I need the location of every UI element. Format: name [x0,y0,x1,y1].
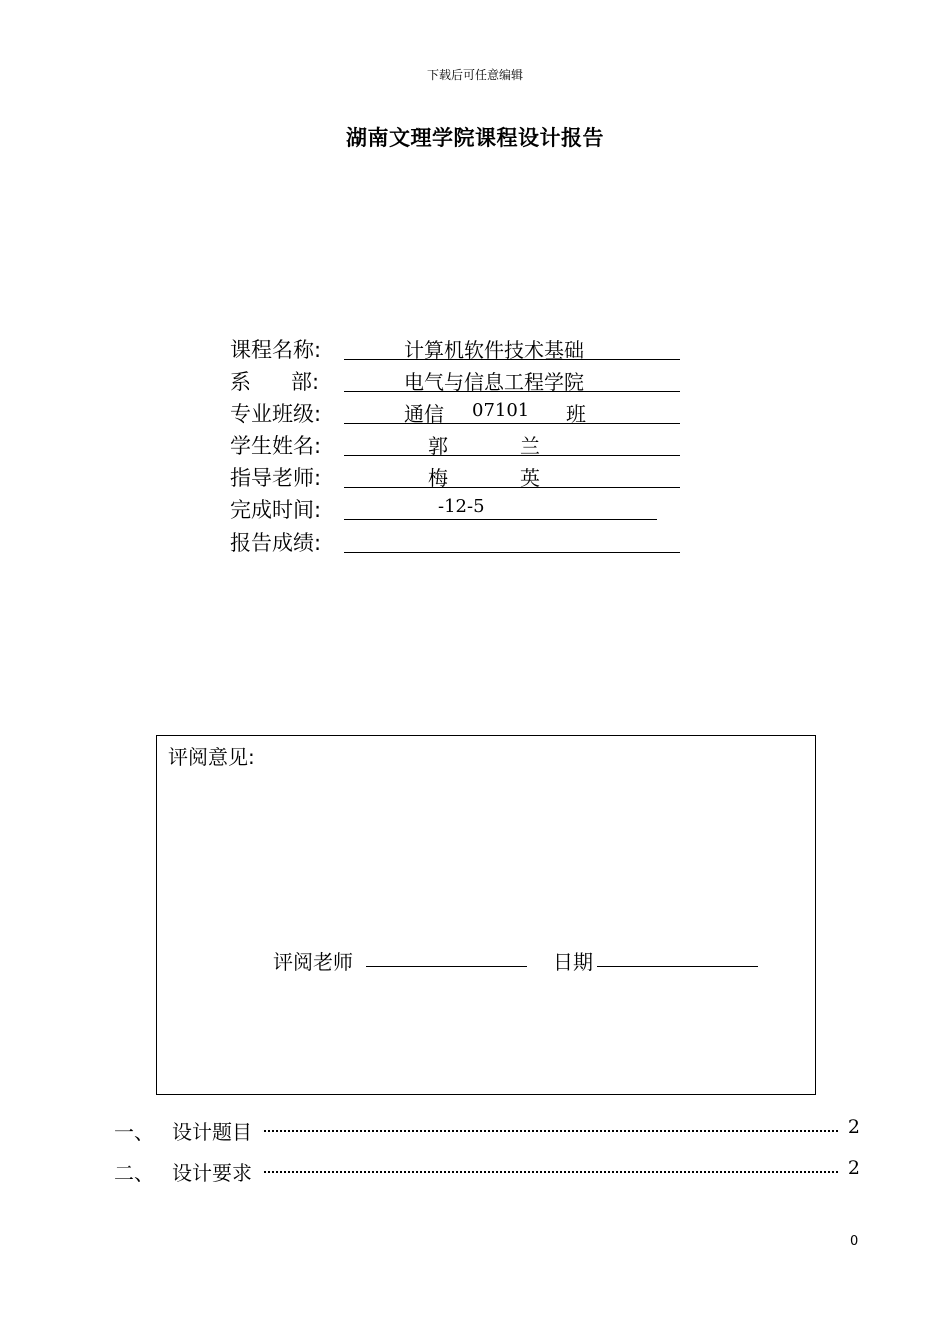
info-row-advisor [230,462,690,492]
student-underline [344,455,680,456]
info-row-date [230,494,690,524]
reviewer-sign-line [366,966,527,967]
major-value-a: 通信 [404,402,444,426]
info-row-grade [230,527,690,557]
info-row-student [230,430,690,460]
toc-page-number: 2 [847,1116,860,1138]
toc-number: 二、 [114,1161,154,1185]
major-label: 专业班级: [230,402,322,426]
advisor-label: 指导老师: [230,466,322,490]
grade-label: 报告成绩: [230,531,322,555]
date-value: -12-5 [438,496,485,517]
review-heading: 评阅意见: [168,745,255,769]
course-label: 课程名称: [230,338,322,362]
department-underline [344,391,680,392]
grade-underline [344,552,680,553]
info-row-course [230,334,690,364]
course-value: 计算机软件技术基础 [404,338,584,362]
student-label: 学生姓名: [230,434,322,458]
major-underline [344,423,680,424]
page-number: 0 [850,1234,859,1249]
course-underline [344,359,680,360]
header-note: 下载后可任意编辑 [426,68,523,82]
student-value-b: 兰 [520,434,540,458]
department-value: 电气与信息工程学院 [404,370,584,394]
info-row-department [230,366,690,396]
major-value-c: 班 [566,402,586,426]
department-label: 系 部: [230,370,320,394]
date-label: 完成时间: [230,498,322,522]
toc-number: 一、 [114,1120,154,1144]
toc-entry[interactable] [114,1116,860,1144]
major-value-b: 07101 [472,400,530,421]
toc-title: 设计题目 [172,1120,252,1144]
student-value-a: 郭 [428,434,448,458]
advisor-underline [344,487,680,488]
advisor-value-b: 英 [520,466,540,490]
review-box [156,735,816,1095]
toc-page-number: 2 [847,1157,860,1179]
toc-entry[interactable] [114,1157,860,1185]
toc-leader-dots [264,1130,838,1132]
reviewer-label: 评阅老师 [273,950,353,974]
page-title: 湖南文理学院课程设计报告 [346,126,604,150]
advisor-value-a: 梅 [428,466,448,490]
review-date-label: 日期 [553,950,593,974]
date-underline [344,519,657,520]
toc-leader-dots [264,1171,838,1173]
info-row-major [230,398,690,428]
review-date-line [597,966,758,967]
toc-title: 设计要求 [172,1161,252,1185]
